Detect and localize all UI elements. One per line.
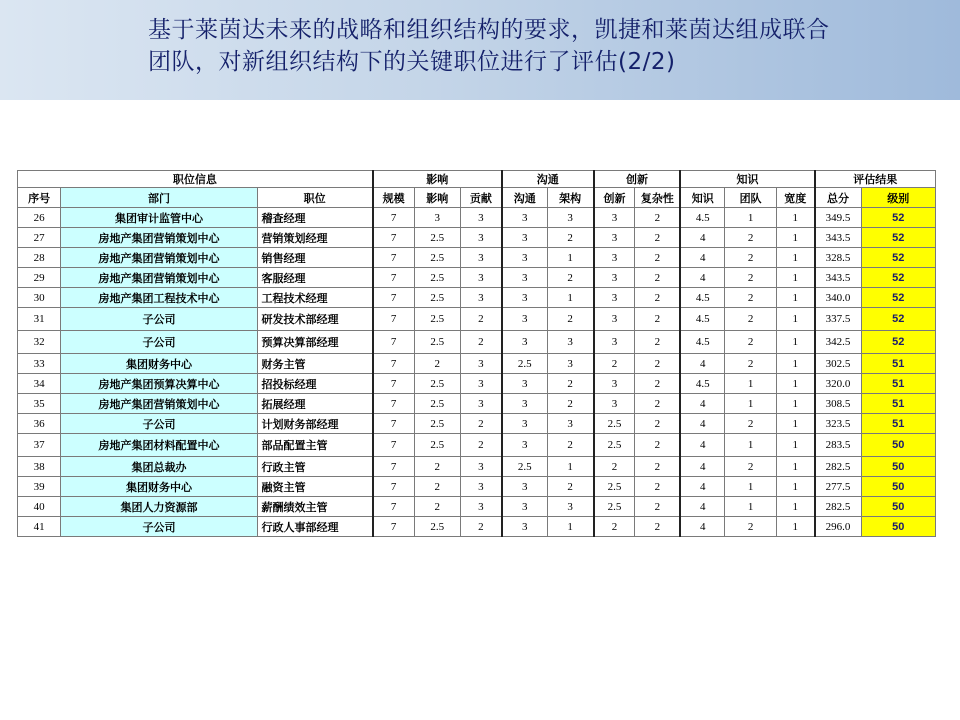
cell-framework: 3 bbox=[547, 208, 593, 228]
cell-knowledge: 4 bbox=[680, 248, 724, 268]
cell-contribution: 3 bbox=[460, 248, 501, 268]
cell-knowledge: 4.5 bbox=[680, 331, 724, 354]
cell-impact: 2.5 bbox=[414, 394, 460, 414]
cell-innovation: 3 bbox=[594, 308, 635, 331]
cell-no: 38 bbox=[18, 457, 61, 477]
cell-position: 部品配置主管 bbox=[257, 434, 373, 457]
cell-knowledge: 4 bbox=[680, 414, 724, 434]
cell-total: 296.0 bbox=[815, 517, 861, 537]
cell-knowledge: 4 bbox=[680, 497, 724, 517]
cell-position: 研发技术部经理 bbox=[257, 308, 373, 331]
cell-contribution: 2 bbox=[460, 434, 501, 457]
title-line-2: 团队，对新组织结构下的关键职位进行了评估(2/2) bbox=[148, 49, 676, 75]
cell-knowledge: 4.5 bbox=[680, 288, 724, 308]
cell-complexity: 2 bbox=[635, 374, 680, 394]
cell-no: 26 bbox=[18, 208, 61, 228]
col-header-team: 团队 bbox=[725, 188, 777, 208]
col-header-knowledge: 知识 bbox=[680, 188, 724, 208]
cell-framework: 1 bbox=[547, 457, 593, 477]
cell-breadth: 1 bbox=[776, 497, 814, 517]
cell-total: 277.5 bbox=[815, 477, 861, 497]
cell-breadth: 1 bbox=[776, 434, 814, 457]
cell-impact: 2.5 bbox=[414, 248, 460, 268]
cell-contribution: 2 bbox=[460, 331, 501, 354]
cell-level: 52 bbox=[861, 248, 935, 268]
cell-level: 52 bbox=[861, 268, 935, 288]
cell-total: 349.5 bbox=[815, 208, 861, 228]
cell-complexity: 2 bbox=[635, 288, 680, 308]
col-header-scale: 规模 bbox=[373, 188, 414, 208]
cell-innovation: 3 bbox=[594, 331, 635, 354]
cell-framework: 2 bbox=[547, 268, 593, 288]
cell-no: 36 bbox=[18, 414, 61, 434]
table-row bbox=[18, 248, 936, 268]
cell-dept: 子公司 bbox=[61, 414, 257, 434]
group-info: 职位信息 bbox=[18, 171, 373, 188]
cell-breadth: 1 bbox=[776, 457, 814, 477]
cell-framework: 2 bbox=[547, 477, 593, 497]
cell-scale: 7 bbox=[373, 331, 414, 354]
cell-dept: 子公司 bbox=[61, 331, 257, 354]
cell-no: 33 bbox=[18, 354, 61, 374]
cell-knowledge: 4 bbox=[680, 434, 724, 457]
cell-complexity: 2 bbox=[635, 331, 680, 354]
cell-communication: 3 bbox=[502, 288, 547, 308]
cell-knowledge: 4.5 bbox=[680, 374, 724, 394]
cell-level: 52 bbox=[861, 228, 935, 248]
cell-scale: 7 bbox=[373, 497, 414, 517]
col-header-framework: 架构 bbox=[547, 188, 593, 208]
cell-contribution: 3 bbox=[460, 457, 501, 477]
cell-complexity: 2 bbox=[635, 208, 680, 228]
cell-breadth: 1 bbox=[776, 477, 814, 497]
group-communication: 沟通 bbox=[502, 171, 594, 188]
cell-communication: 2.5 bbox=[502, 354, 547, 374]
cell-level: 52 bbox=[861, 288, 935, 308]
cell-innovation: 2.5 bbox=[594, 477, 635, 497]
cell-innovation: 2 bbox=[594, 354, 635, 374]
cell-total: 323.5 bbox=[815, 414, 861, 434]
table-row bbox=[18, 374, 936, 394]
table-row bbox=[18, 517, 936, 537]
cell-framework: 1 bbox=[547, 248, 593, 268]
cell-contribution: 3 bbox=[460, 394, 501, 414]
cell-impact: 2 bbox=[414, 457, 460, 477]
cell-dept: 房地产集团营销策划中心 bbox=[61, 394, 257, 414]
cell-complexity: 2 bbox=[635, 477, 680, 497]
cell-framework: 1 bbox=[547, 517, 593, 537]
cell-impact: 2.5 bbox=[414, 517, 460, 537]
cell-dept: 集团总裁办 bbox=[61, 457, 257, 477]
cell-impact: 2.5 bbox=[414, 374, 460, 394]
cell-scale: 7 bbox=[373, 457, 414, 477]
cell-team: 1 bbox=[725, 497, 777, 517]
cell-position: 财务主管 bbox=[257, 354, 373, 374]
cell-innovation: 2 bbox=[594, 457, 635, 477]
cell-no: 32 bbox=[18, 331, 61, 354]
cell-no: 34 bbox=[18, 374, 61, 394]
col-header-innovation: 创新 bbox=[594, 188, 635, 208]
cell-complexity: 2 bbox=[635, 308, 680, 331]
cell-team: 2 bbox=[725, 288, 777, 308]
col-header-breadth: 宽度 bbox=[776, 188, 814, 208]
cell-scale: 7 bbox=[373, 268, 414, 288]
cell-contribution: 2 bbox=[460, 414, 501, 434]
cell-dept: 房地产集团营销策划中心 bbox=[61, 248, 257, 268]
cell-scale: 7 bbox=[373, 354, 414, 374]
cell-complexity: 2 bbox=[635, 457, 680, 477]
table-row bbox=[18, 354, 936, 374]
cell-framework: 2 bbox=[547, 394, 593, 414]
cell-level: 52 bbox=[861, 331, 935, 354]
cell-position: 薪酬绩效主管 bbox=[257, 497, 373, 517]
cell-dept: 房地产集团预算决算中心 bbox=[61, 374, 257, 394]
cell-level: 50 bbox=[861, 477, 935, 497]
cell-no: 39 bbox=[18, 477, 61, 497]
cell-impact: 2 bbox=[414, 497, 460, 517]
evaluation-table bbox=[17, 170, 936, 537]
cell-total: 343.5 bbox=[815, 268, 861, 288]
cell-contribution: 3 bbox=[460, 477, 501, 497]
col-header-total: 总分 bbox=[815, 188, 861, 208]
cell-no: 31 bbox=[18, 308, 61, 331]
cell-framework: 3 bbox=[547, 331, 593, 354]
cell-knowledge: 4 bbox=[680, 354, 724, 374]
col-header-no: 序号 bbox=[18, 188, 61, 208]
cell-complexity: 2 bbox=[635, 497, 680, 517]
cell-contribution: 3 bbox=[460, 208, 501, 228]
col-header-position: 职位 bbox=[257, 188, 373, 208]
cell-scale: 7 bbox=[373, 434, 414, 457]
cell-position: 工程技术经理 bbox=[257, 288, 373, 308]
cell-innovation: 3 bbox=[594, 228, 635, 248]
cell-scale: 7 bbox=[373, 308, 414, 331]
cell-level: 51 bbox=[861, 394, 935, 414]
cell-dept: 集团审计监管中心 bbox=[61, 208, 257, 228]
col-header-contribution: 贡献 bbox=[460, 188, 501, 208]
cell-innovation: 2.5 bbox=[594, 434, 635, 457]
cell-total: 283.5 bbox=[815, 434, 861, 457]
cell-knowledge: 4 bbox=[680, 228, 724, 248]
group-knowledge: 知识 bbox=[680, 171, 814, 188]
cell-breadth: 1 bbox=[776, 228, 814, 248]
cell-no: 27 bbox=[18, 228, 61, 248]
cell-communication: 3 bbox=[502, 414, 547, 434]
table-row bbox=[18, 331, 936, 354]
cell-position: 客服经理 bbox=[257, 268, 373, 288]
cell-breadth: 1 bbox=[776, 394, 814, 414]
cell-innovation: 2 bbox=[594, 517, 635, 537]
cell-position: 营销策划经理 bbox=[257, 228, 373, 248]
title-line-1: 基于莱茵达未来的战略和组织结构的要求，凯捷和莱茵达组成联合 bbox=[148, 17, 830, 43]
cell-innovation: 3 bbox=[594, 374, 635, 394]
cell-impact: 2.5 bbox=[414, 414, 460, 434]
cell-innovation: 2.5 bbox=[594, 497, 635, 517]
cell-framework: 3 bbox=[547, 414, 593, 434]
cell-framework: 2 bbox=[547, 228, 593, 248]
cell-level: 52 bbox=[861, 208, 935, 228]
cell-framework: 2 bbox=[547, 374, 593, 394]
cell-position: 招投标经理 bbox=[257, 374, 373, 394]
cell-dept: 子公司 bbox=[61, 517, 257, 537]
cell-team: 2 bbox=[725, 248, 777, 268]
cell-position: 行政主管 bbox=[257, 457, 373, 477]
cell-total: 308.5 bbox=[815, 394, 861, 414]
cell-position: 融资主管 bbox=[257, 477, 373, 497]
cell-team: 2 bbox=[725, 457, 777, 477]
group-innovation: 创新 bbox=[594, 171, 681, 188]
cell-communication: 3 bbox=[502, 434, 547, 457]
cell-communication: 3 bbox=[502, 248, 547, 268]
cell-total: 282.5 bbox=[815, 457, 861, 477]
cell-innovation: 3 bbox=[594, 248, 635, 268]
cell-level: 50 bbox=[861, 434, 935, 457]
cell-position: 行政人事部经理 bbox=[257, 517, 373, 537]
cell-communication: 3 bbox=[502, 394, 547, 414]
cell-total: 320.0 bbox=[815, 374, 861, 394]
cell-impact: 2.5 bbox=[414, 331, 460, 354]
cell-contribution: 3 bbox=[460, 497, 501, 517]
col-header-dept: 部门 bbox=[61, 188, 257, 208]
cell-knowledge: 4 bbox=[680, 477, 724, 497]
cell-position: 稽查经理 bbox=[257, 208, 373, 228]
cell-complexity: 2 bbox=[635, 354, 680, 374]
table-row bbox=[18, 288, 936, 308]
cell-scale: 7 bbox=[373, 288, 414, 308]
cell-total: 342.5 bbox=[815, 331, 861, 354]
cell-total: 282.5 bbox=[815, 497, 861, 517]
cell-total: 302.5 bbox=[815, 354, 861, 374]
cell-dept: 集团人力资源部 bbox=[61, 497, 257, 517]
cell-knowledge: 4.5 bbox=[680, 208, 724, 228]
cell-total: 337.5 bbox=[815, 308, 861, 331]
cell-complexity: 2 bbox=[635, 394, 680, 414]
cell-impact: 2 bbox=[414, 354, 460, 374]
cell-breadth: 1 bbox=[776, 331, 814, 354]
table-row bbox=[18, 497, 936, 517]
cell-communication: 3 bbox=[502, 477, 547, 497]
cell-team: 2 bbox=[725, 517, 777, 537]
cell-communication: 3 bbox=[502, 517, 547, 537]
cell-communication: 3 bbox=[502, 308, 547, 331]
cell-knowledge: 4 bbox=[680, 394, 724, 414]
cell-no: 41 bbox=[18, 517, 61, 537]
col-header-level: 级别 bbox=[861, 188, 935, 208]
cell-contribution: 3 bbox=[460, 288, 501, 308]
table-row bbox=[18, 394, 936, 414]
cell-team: 1 bbox=[725, 208, 777, 228]
table-row bbox=[18, 414, 936, 434]
cell-position: 销售经理 bbox=[257, 248, 373, 268]
cell-level: 51 bbox=[861, 354, 935, 374]
cell-team: 2 bbox=[725, 331, 777, 354]
cell-team: 1 bbox=[725, 374, 777, 394]
cell-communication: 3 bbox=[502, 331, 547, 354]
cell-communication: 3 bbox=[502, 374, 547, 394]
cell-innovation: 3 bbox=[594, 394, 635, 414]
cell-team: 1 bbox=[725, 434, 777, 457]
cell-level: 50 bbox=[861, 457, 935, 477]
cell-innovation: 3 bbox=[594, 208, 635, 228]
cell-contribution: 2 bbox=[460, 517, 501, 537]
cell-dept: 集团财务中心 bbox=[61, 477, 257, 497]
cell-no: 30 bbox=[18, 288, 61, 308]
cell-level: 51 bbox=[861, 374, 935, 394]
cell-framework: 2 bbox=[547, 434, 593, 457]
cell-complexity: 2 bbox=[635, 268, 680, 288]
cell-knowledge: 4 bbox=[680, 457, 724, 477]
cell-team: 1 bbox=[725, 477, 777, 497]
cell-impact: 2.5 bbox=[414, 228, 460, 248]
cell-dept: 房地产集团材料配置中心 bbox=[61, 434, 257, 457]
cell-scale: 7 bbox=[373, 208, 414, 228]
cell-complexity: 2 bbox=[635, 517, 680, 537]
cell-scale: 7 bbox=[373, 374, 414, 394]
table-row bbox=[18, 208, 936, 228]
cell-knowledge: 4 bbox=[680, 517, 724, 537]
cell-dept: 房地产集团工程技术中心 bbox=[61, 288, 257, 308]
cell-position: 计划财务部经理 bbox=[257, 414, 373, 434]
cell-impact: 2.5 bbox=[414, 308, 460, 331]
cell-contribution: 3 bbox=[460, 354, 501, 374]
cell-breadth: 1 bbox=[776, 354, 814, 374]
cell-impact: 2.5 bbox=[414, 434, 460, 457]
cell-breadth: 1 bbox=[776, 248, 814, 268]
cell-impact: 2 bbox=[414, 477, 460, 497]
cell-knowledge: 4.5 bbox=[680, 308, 724, 331]
cell-framework: 1 bbox=[547, 288, 593, 308]
cell-breadth: 1 bbox=[776, 268, 814, 288]
cell-knowledge: 4 bbox=[680, 268, 724, 288]
cell-innovation: 2.5 bbox=[594, 414, 635, 434]
cell-total: 343.5 bbox=[815, 228, 861, 248]
cell-scale: 7 bbox=[373, 414, 414, 434]
cell-breadth: 1 bbox=[776, 414, 814, 434]
cell-level: 50 bbox=[861, 517, 935, 537]
cell-breadth: 1 bbox=[776, 288, 814, 308]
cell-level: 50 bbox=[861, 497, 935, 517]
cell-framework: 2 bbox=[547, 308, 593, 331]
cell-complexity: 2 bbox=[635, 414, 680, 434]
cell-complexity: 2 bbox=[635, 248, 680, 268]
cell-framework: 3 bbox=[547, 354, 593, 374]
cell-breadth: 1 bbox=[776, 308, 814, 331]
cell-scale: 7 bbox=[373, 517, 414, 537]
cell-scale: 7 bbox=[373, 394, 414, 414]
cell-impact: 2.5 bbox=[414, 268, 460, 288]
table-row bbox=[18, 434, 936, 457]
cell-no: 40 bbox=[18, 497, 61, 517]
cell-scale: 7 bbox=[373, 248, 414, 268]
cell-team: 2 bbox=[725, 414, 777, 434]
page-title bbox=[148, 14, 948, 78]
cell-team: 1 bbox=[725, 394, 777, 414]
cell-communication: 2.5 bbox=[502, 457, 547, 477]
cell-breadth: 1 bbox=[776, 208, 814, 228]
col-header-communication: 沟通 bbox=[502, 188, 547, 208]
cell-team: 2 bbox=[725, 268, 777, 288]
cell-contribution: 3 bbox=[460, 374, 501, 394]
cell-position: 拓展经理 bbox=[257, 394, 373, 414]
cell-complexity: 2 bbox=[635, 434, 680, 457]
cell-team: 2 bbox=[725, 308, 777, 331]
cell-no: 28 bbox=[18, 248, 61, 268]
table-row bbox=[18, 457, 936, 477]
cell-scale: 7 bbox=[373, 477, 414, 497]
cell-dept: 房地产集团营销策划中心 bbox=[61, 268, 257, 288]
group-result: 评估结果 bbox=[815, 171, 936, 188]
cell-dept: 房地产集团营销策划中心 bbox=[61, 228, 257, 248]
cell-complexity: 2 bbox=[635, 228, 680, 248]
cell-level: 52 bbox=[861, 308, 935, 331]
column-header-row bbox=[18, 188, 936, 208]
cell-communication: 3 bbox=[502, 268, 547, 288]
cell-total: 340.0 bbox=[815, 288, 861, 308]
cell-impact: 2.5 bbox=[414, 288, 460, 308]
cell-communication: 3 bbox=[502, 497, 547, 517]
cell-innovation: 3 bbox=[594, 268, 635, 288]
group-impact: 影响 bbox=[373, 171, 502, 188]
group-header-row bbox=[18, 171, 936, 188]
cell-position: 预算决算部经理 bbox=[257, 331, 373, 354]
col-header-impact: 影响 bbox=[414, 188, 460, 208]
cell-contribution: 2 bbox=[460, 308, 501, 331]
cell-impact: 3 bbox=[414, 208, 460, 228]
cell-total: 328.5 bbox=[815, 248, 861, 268]
cell-level: 51 bbox=[861, 414, 935, 434]
cell-communication: 3 bbox=[502, 228, 547, 248]
cell-contribution: 3 bbox=[460, 268, 501, 288]
cell-communication: 3 bbox=[502, 208, 547, 228]
cell-breadth: 1 bbox=[776, 374, 814, 394]
table-row bbox=[18, 268, 936, 288]
cell-dept: 子公司 bbox=[61, 308, 257, 331]
cell-no: 29 bbox=[18, 268, 61, 288]
col-header-complexity: 复杂性 bbox=[635, 188, 680, 208]
table-row bbox=[18, 308, 936, 331]
table-row bbox=[18, 477, 936, 497]
cell-no: 35 bbox=[18, 394, 61, 414]
cell-contribution: 3 bbox=[460, 228, 501, 248]
cell-breadth: 1 bbox=[776, 517, 814, 537]
cell-team: 2 bbox=[725, 228, 777, 248]
cell-innovation: 3 bbox=[594, 288, 635, 308]
cell-team: 2 bbox=[725, 354, 777, 374]
table-row bbox=[18, 228, 936, 248]
cell-no: 37 bbox=[18, 434, 61, 457]
cell-dept: 集团财务中心 bbox=[61, 354, 257, 374]
cell-scale: 7 bbox=[373, 228, 414, 248]
cell-framework: 3 bbox=[547, 497, 593, 517]
